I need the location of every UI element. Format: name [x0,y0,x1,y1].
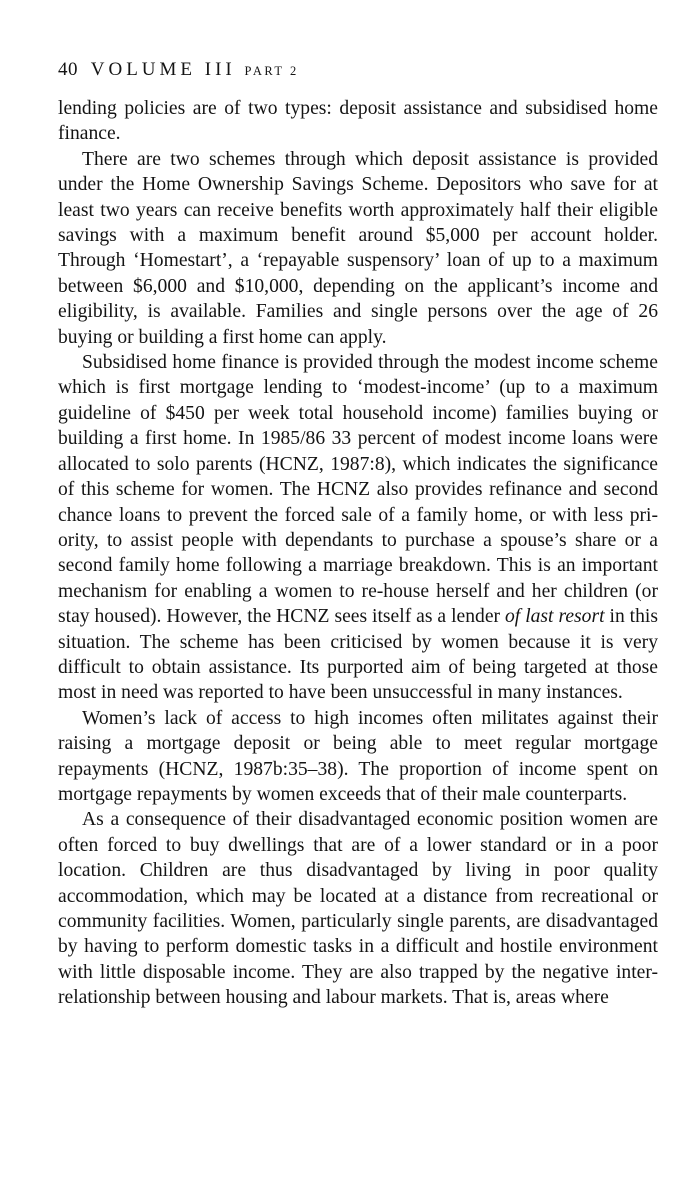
paragraph-deposit-assistance: There are two schemes through which deposit assistance is provided under the Home Ownership Savings Scheme. Depositors who save for at least two years can receive benefits worth approximately half their eligible savings with a maximum benefit around $5,000 per account holder. Through ‘Homestart’, a ‘repayable suspensory’ loan of up to a maximum between $6,000 and $10,000, depending on the applicant’s income and eligibility, is available. Families and single persons over the age of 26 buying or building a first home can apply. [58,148,658,348]
emphasis-last-resort: of last resort [505,606,605,628]
paragraph-continuation: lending policies are of two types: deposit assistance and subsidised home finance. [58,98,658,145]
paragraph-income-access: Women’s lack of access to high incomes often militates against their raising a mortgage deposit or being able to meet regular mortgage repayments (HCNZ, 1987b:35–38). The proportion of income spent on mortgage repayments by women exceeds that of their male counterparts. [58,707,658,805]
book-page [58,58,658,1011]
page-number: 40 [58,59,78,80]
paragraph-text-before: Subsidised home finance is provided through the modest income scheme which is first mortgage lending to ‘modest-income’ (up to a maximum guideline of $450 per week total household income) families buying or building a first home. In 1985/86 33 percent of modest income loans were allocated to solo parents (HCNZ, 1987:8), which indicates the significance of this scheme for women. The HCNZ also provides refinance and second chance loans to prevent the forced sale of a family home, or with less priority, to assist people with dependants to purchase a spouse’s share or a second family home following a marriage breakdown. This is an important mechanism for enabling a women to re-house herself and her children (or stay housed). However, the HCNZ sees itself as a lender [58,352,658,628]
running-head [58,58,658,83]
body-text [58,96,658,1011]
volume-label: VOLUME III [90,59,236,80]
paragraph-subsidised-finance [58,350,658,706]
paragraph-text-after: in this situation. The scheme has been criticised by women because it is very difficult to obtain assistance. Its purported aim of being targeted at those most in need was reported to have been unsuccessful in many instances. [58,606,658,704]
paragraph-disadvantaged-position: As a consequence of their disadvantaged economic position women are often forced to buy dwellings that are of a lower standard or in a poor location. Children are thus disadvantaged by living in poor quality accommodation, which may be located at a distance from recreational or community facilities. Women, particularly single parents, are disadvantaged by having to perform domestic tasks in a difficult and hostile environment with little disposable income. They are also trapped by the negative inter-relationship between housing and labour markets. That is, areas where [58,809,658,1009]
part-label: PART 2 [244,64,299,78]
